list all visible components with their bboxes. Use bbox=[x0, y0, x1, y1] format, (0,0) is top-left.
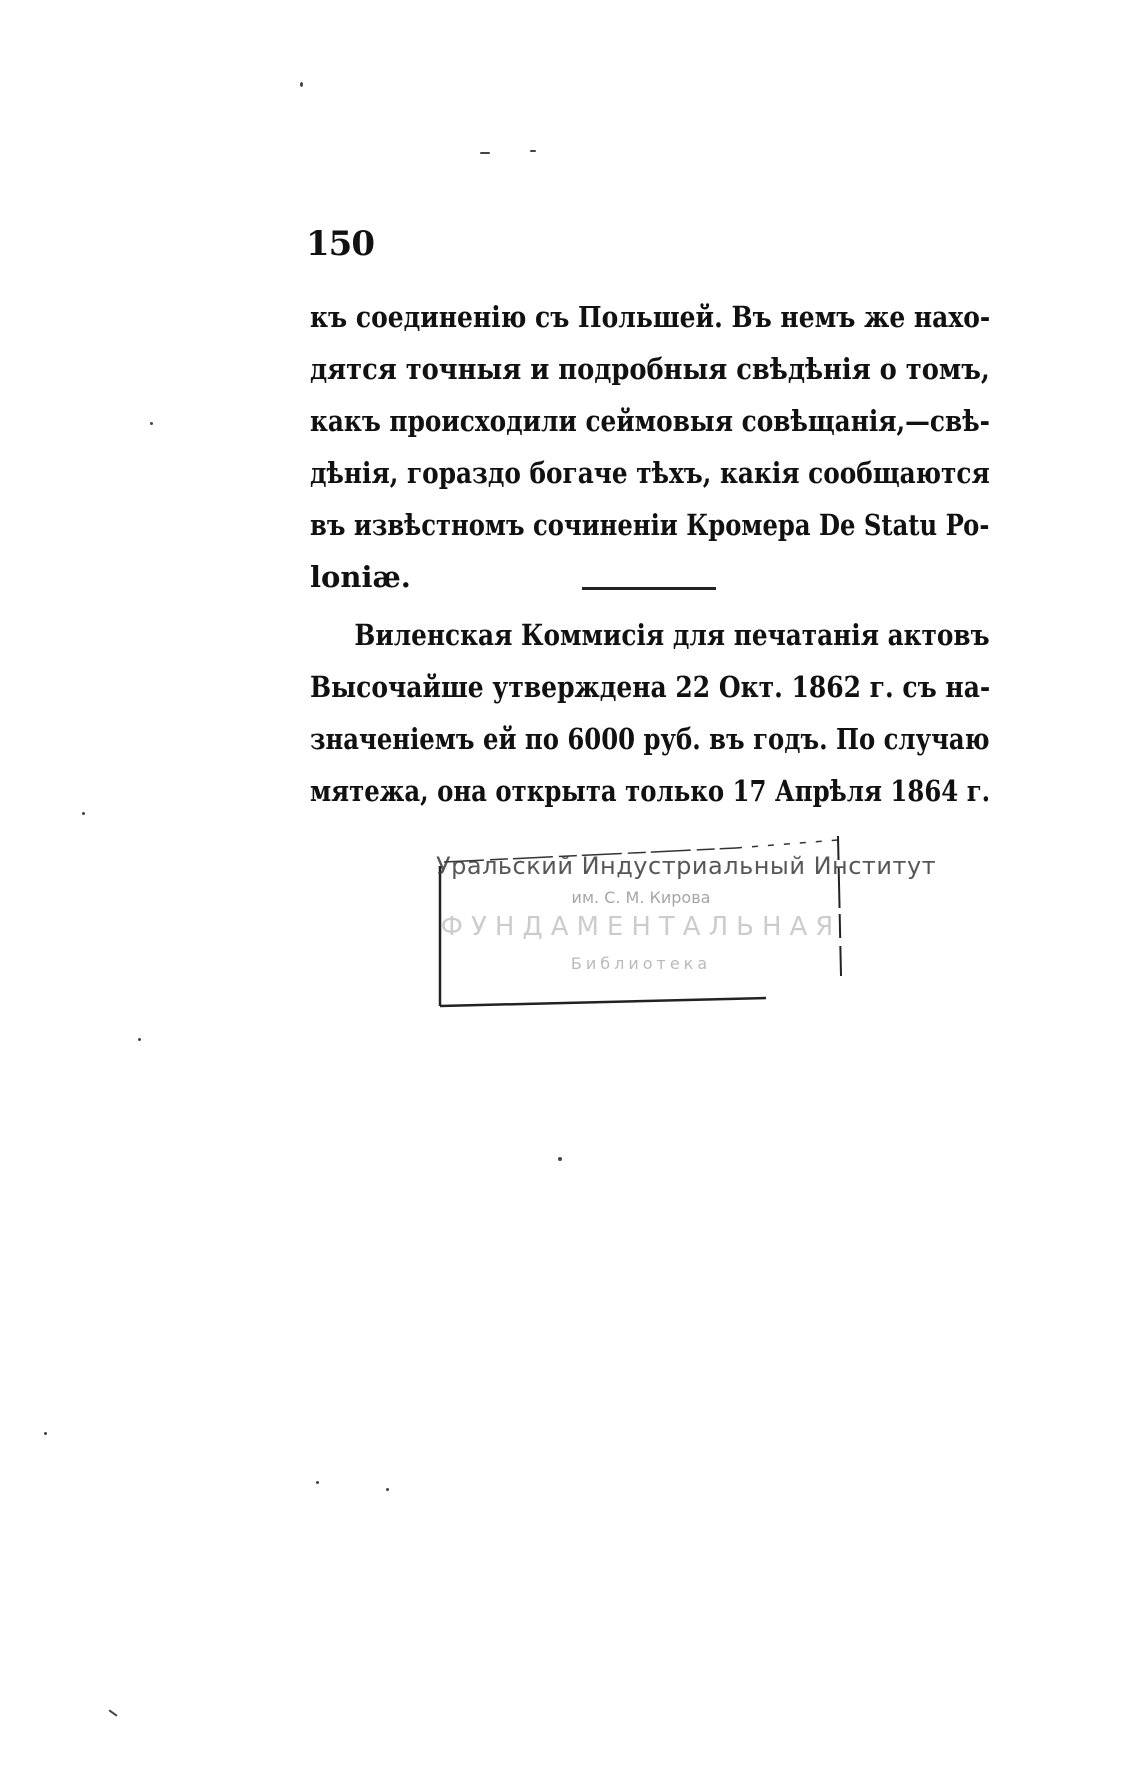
speck bbox=[480, 152, 490, 154]
text-line: къ соединенію съ Польшей. Въ немъ же нахо- bbox=[310, 300, 991, 334]
text-line: Виленская Коммисія для печатанія актовъ bbox=[354, 618, 990, 652]
stamp-line-institute: Уральский Индустриальный Институт bbox=[436, 852, 937, 880]
page-number: 150 bbox=[306, 224, 374, 264]
text-line: Высочайше утверждена 22 Окт. 1862 г. съ на- bbox=[310, 670, 991, 704]
stamp-line-fundamental: ФУНДАМЕНТАЛЬНАЯ bbox=[440, 912, 842, 942]
text-line: дятся точныя и подробныя свѣдѣнія о томъ, bbox=[310, 352, 990, 386]
speck bbox=[44, 1432, 47, 1435]
text-line: дѣнія, гораздо богаче тѣхъ, какія сообщаются bbox=[310, 456, 990, 490]
section-divider bbox=[582, 587, 716, 590]
speck bbox=[138, 1038, 141, 1041]
speck bbox=[316, 1481, 319, 1484]
text-line: въ извѣстномъ сочиненіи Кромера De Statu Po- bbox=[310, 508, 990, 542]
speck bbox=[558, 1157, 562, 1161]
text-line: какъ происходили сеймовыя совѣщанія,—свѣ- bbox=[310, 404, 990, 438]
library-stamp bbox=[436, 826, 937, 1011]
paragraph-1 bbox=[310, 291, 990, 603]
paragraph-2 bbox=[310, 609, 990, 817]
speck bbox=[530, 150, 536, 152]
speck bbox=[300, 82, 303, 87]
speck bbox=[150, 422, 153, 425]
stamp-line-name: им. С. М. Кирова bbox=[571, 888, 711, 907]
text-line: loniæ. bbox=[310, 560, 411, 594]
speck bbox=[108, 1709, 117, 1716]
speck bbox=[82, 812, 85, 815]
text-line: мятежа, она открыта только 17 Апрѣля 1864 г. bbox=[310, 774, 991, 808]
speck bbox=[386, 1488, 389, 1491]
stamp-line-library: Библиотека bbox=[570, 954, 712, 973]
text-line: значеніемъ ей по 6000 руб. въ годъ. По случаю bbox=[310, 722, 990, 756]
